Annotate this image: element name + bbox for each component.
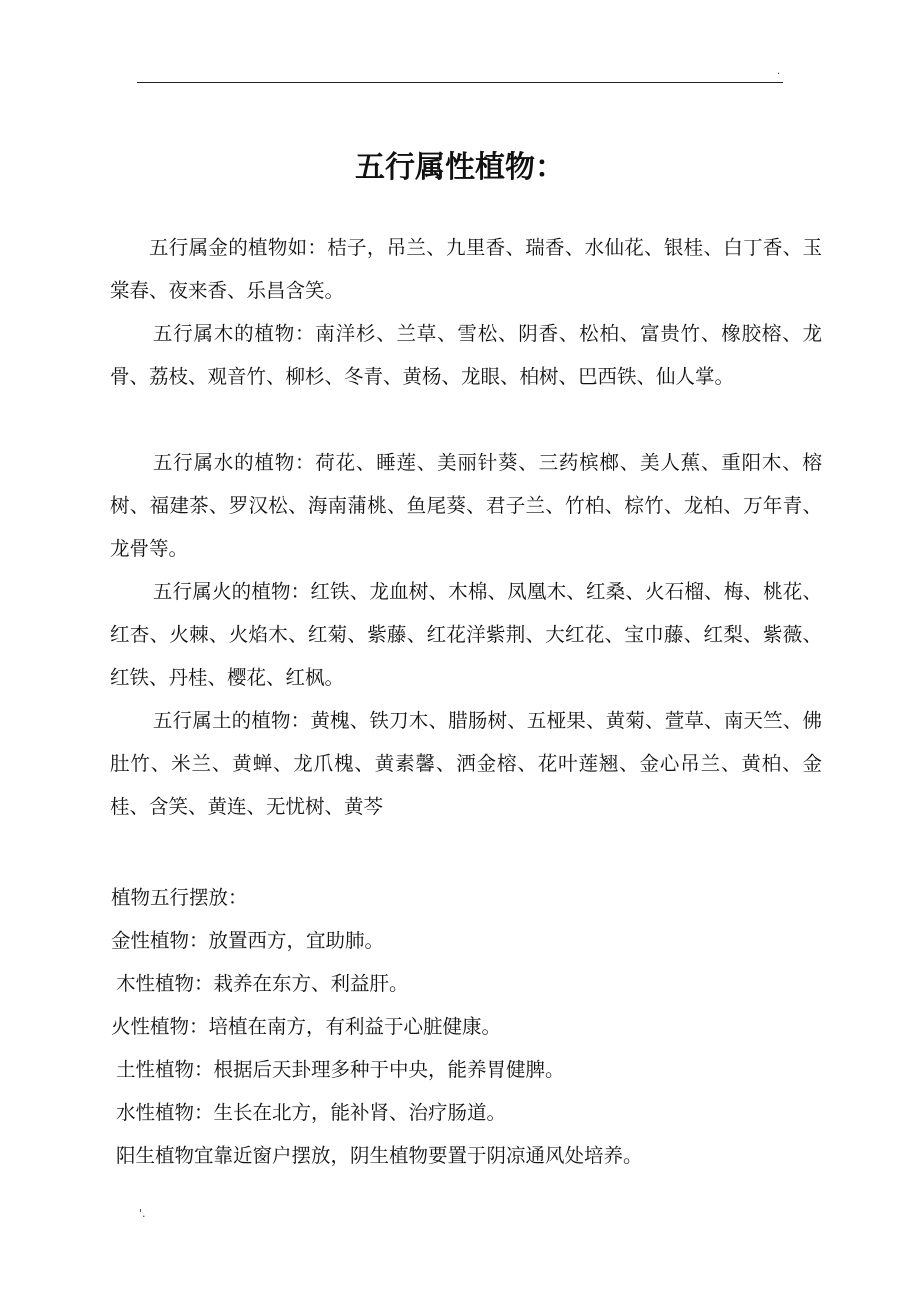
page-title: 五行属性植物：: [355, 150, 565, 185]
placement-sun-shade: 阳生植物宜靠近窗户摆放，阴生植物要置于阴凉通风处培养。: [116, 1144, 643, 1167]
paragraph-fire-plants: 五行属火的植物：红铁、龙血树、木棉、凤凰木、红桑、火石榴、梅、桃花、红杏、火棘、火焰木、红菊、紫藤、红花洋紫荆、大红花、宝巾藤、红梨、紫薇、红铁、丹桂、樱花、红枫。: [110, 580, 822, 689]
paragraph-metal-plants: 五行属金的植物如：桔子，吊兰、九里香、瑞香、水仙花、银桂、白丁香、玉棠春、夜来香、乐昌含笑。: [110, 236, 822, 302]
paragraph-wood-plants: 五行属木的植物：南洋杉、兰草、雪松、阴香、松柏、富贵竹、橡胶榕、龙骨、荔枝、观音竹、柳杉、冬青、黄杨、龙眼、柏树、巴西铁、仙人掌。: [110, 322, 822, 388]
footer-mark: '.: [139, 1207, 146, 1220]
placement-water: 水性植物：生长在北方，能补肾、治疗肠道。: [116, 1101, 507, 1124]
placement-heading: 植物五行摆放：: [111, 886, 248, 909]
paragraph-earth-plants: 五行属土的植物：黄槐、铁刀木、腊肠树、五桠果、黄菊、萱草、南天竺、佛肚竹、米兰、黄蝉、龙爪槐、黄素馨、洒金榕、花叶莲翘、金心吊兰、黄柏、金桂、含笑、黄连、无忧树、黄芩: [110, 709, 822, 818]
placement-wood: 木性植物：栽养在东方、利益肝。: [116, 972, 409, 995]
placement-earth: 土性植物：根据后天卦理多种于中央，能养胃健脾。: [116, 1058, 565, 1081]
header-dot: .: [777, 66, 781, 77]
placement-fire: 火性植物：培植在南方，有利益于心脏健康。: [111, 1015, 502, 1038]
placement-metal: 金性植物：放置西方，宜助肺。: [111, 929, 385, 952]
paragraph-water-plants: 五行属水的植物：荷花、睡莲、美丽针葵、三药槟榔、美人蕉、重阳木、榕树、福建茶、罗汉松、海南蒲桃、鱼尾葵、君子兰、竹柏、棕竹、龙柏、万年青、龙骨等。: [110, 451, 822, 560]
header-rule: [137, 82, 783, 83]
